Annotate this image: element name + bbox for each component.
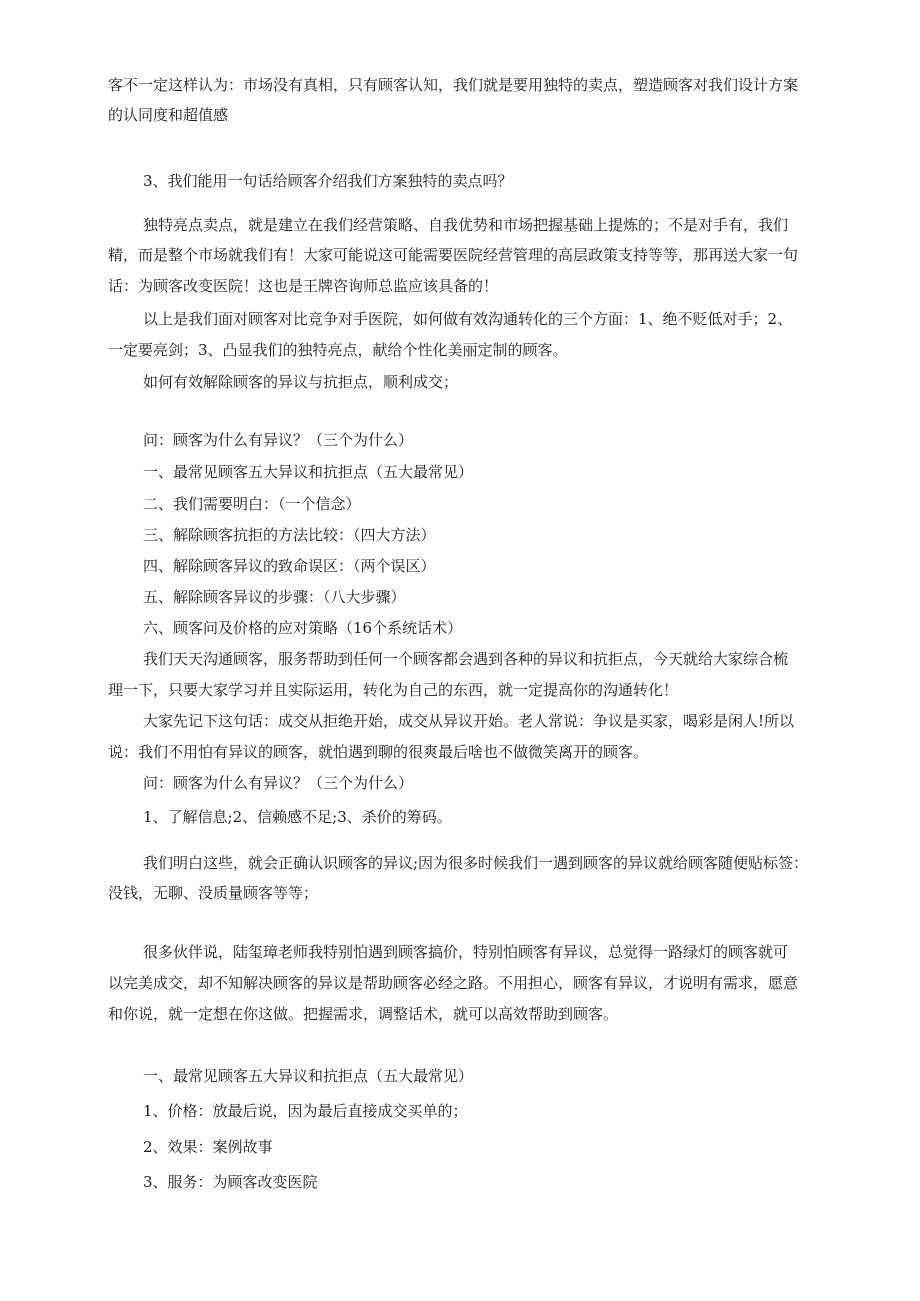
list-item: 一、最常见顾客五大异议和抗拒点（五大最常见） bbox=[143, 463, 474, 481]
text-line: 一定要亮剑；3、凸显我们的独特亮点，献给个性化美丽定制的顾客。 bbox=[108, 341, 568, 359]
text-line: 以上是我们面对顾客对比竞争对手医院，如何做有效沟通转化的三个方面：1、绝不贬低对手；2、 bbox=[143, 310, 793, 328]
text-line: 没钱，无聊、没质量顾客等等； bbox=[108, 884, 319, 902]
text-line: 1、了解信息;2、信赖感不足;3、杀价的筹码。 bbox=[143, 808, 452, 826]
text-line: 我们天天沟通顾客，服务帮助到任何一个顾客都会遇到各种的异议和抗拒点，今天就给大家综合梳 bbox=[143, 650, 789, 668]
section-heading: 一、最常见顾客五大异议和抗拒点（五大最常见） bbox=[143, 1067, 474, 1085]
list-item: 问：顾客为什么有异议？（三个为什么） bbox=[143, 431, 414, 449]
list-item: 二、我们需要明白：（一个信念） bbox=[143, 495, 361, 513]
text-line: 话：为顾客改变医院！这也是王牌咨询师总监应该具备的！ bbox=[108, 277, 499, 295]
text-line: 大家先记下这句话：成交从拒绝开始，成交从异议开始。老人常说：争议是买家，喝彩是闲人!所以 bbox=[143, 712, 795, 730]
list-item: 六、顾客问及价格的应对策略（16个系统话术） bbox=[143, 619, 463, 637]
text-line: 和你说，就一定想在你这做。把握需求，调整话术，就可以高效帮助到顾客。 bbox=[108, 1005, 619, 1023]
list-item: 3、服务：为顾客改变医院 bbox=[143, 1173, 318, 1191]
text-line: 以完美成交，却不知解决顾客的异议是帮助顾客必经之路。不用担心，顾客有异议，才说明有需求，愿意 bbox=[108, 974, 799, 992]
section-heading: 3、我们能用一句话给顾客介绍我们方案独特的卖点吗？ bbox=[143, 172, 513, 190]
text-line: 很多伙伴说，陆玺璋老师我特别怕遇到顾客搞价，特别怕顾客有异议，总觉得一路绿灯的顾客就可 bbox=[143, 943, 789, 961]
text-line: 我们明白这些，就会正确认识顾客的异议;因为很多时候我们一遇到顾客的异议就给顾客随便贴标签： bbox=[143, 854, 809, 872]
list-item: 四、解除顾客异议的致命误区：（两个误区） bbox=[143, 557, 436, 575]
text-line: 独特亮点卖点，就是建立在我们经营策略、自我优势和市场把握基础上提炼的；不是对手有，我们 bbox=[143, 216, 789, 234]
text-line: 如何有效解除顾客的异议与抗拒点，顺利成交； bbox=[143, 373, 459, 391]
text-line: 的认同度和超值感 bbox=[108, 106, 229, 124]
text-line: 客不一定这样认为：市场没有真相，只有顾客认知，我们就是要用独特的卖点，塑造顾客对我们设计方案 bbox=[108, 76, 799, 94]
text-line: 问：顾客为什么有异议？（三个为什么） bbox=[143, 774, 414, 792]
text-line: 精，而是整个市场就我们有！大家可能说这可能需要医院经营管理的高层政策支持等等，那再送大家一句 bbox=[108, 246, 799, 264]
text-line: 理一下，只要大家学习并且实际运用，转化为自己的东西，就一定提高你的沟通转化！ bbox=[108, 681, 679, 699]
list-item: 1、价格：放最后说，因为最后直接成交买单的； bbox=[143, 1102, 468, 1120]
list-item: 2、效果：案例故事 bbox=[143, 1138, 273, 1156]
list-item: 五、解除顾客异议的步骤：（八大步骤） bbox=[143, 588, 406, 606]
list-item: 三、解除顾客抗拒的方法比较：（四大方法） bbox=[143, 526, 436, 544]
text-line: 说：我们不用怕有异议的顾客，就怕遇到聊的很爽最后啥也不做微笑离开的顾客。 bbox=[108, 743, 649, 761]
